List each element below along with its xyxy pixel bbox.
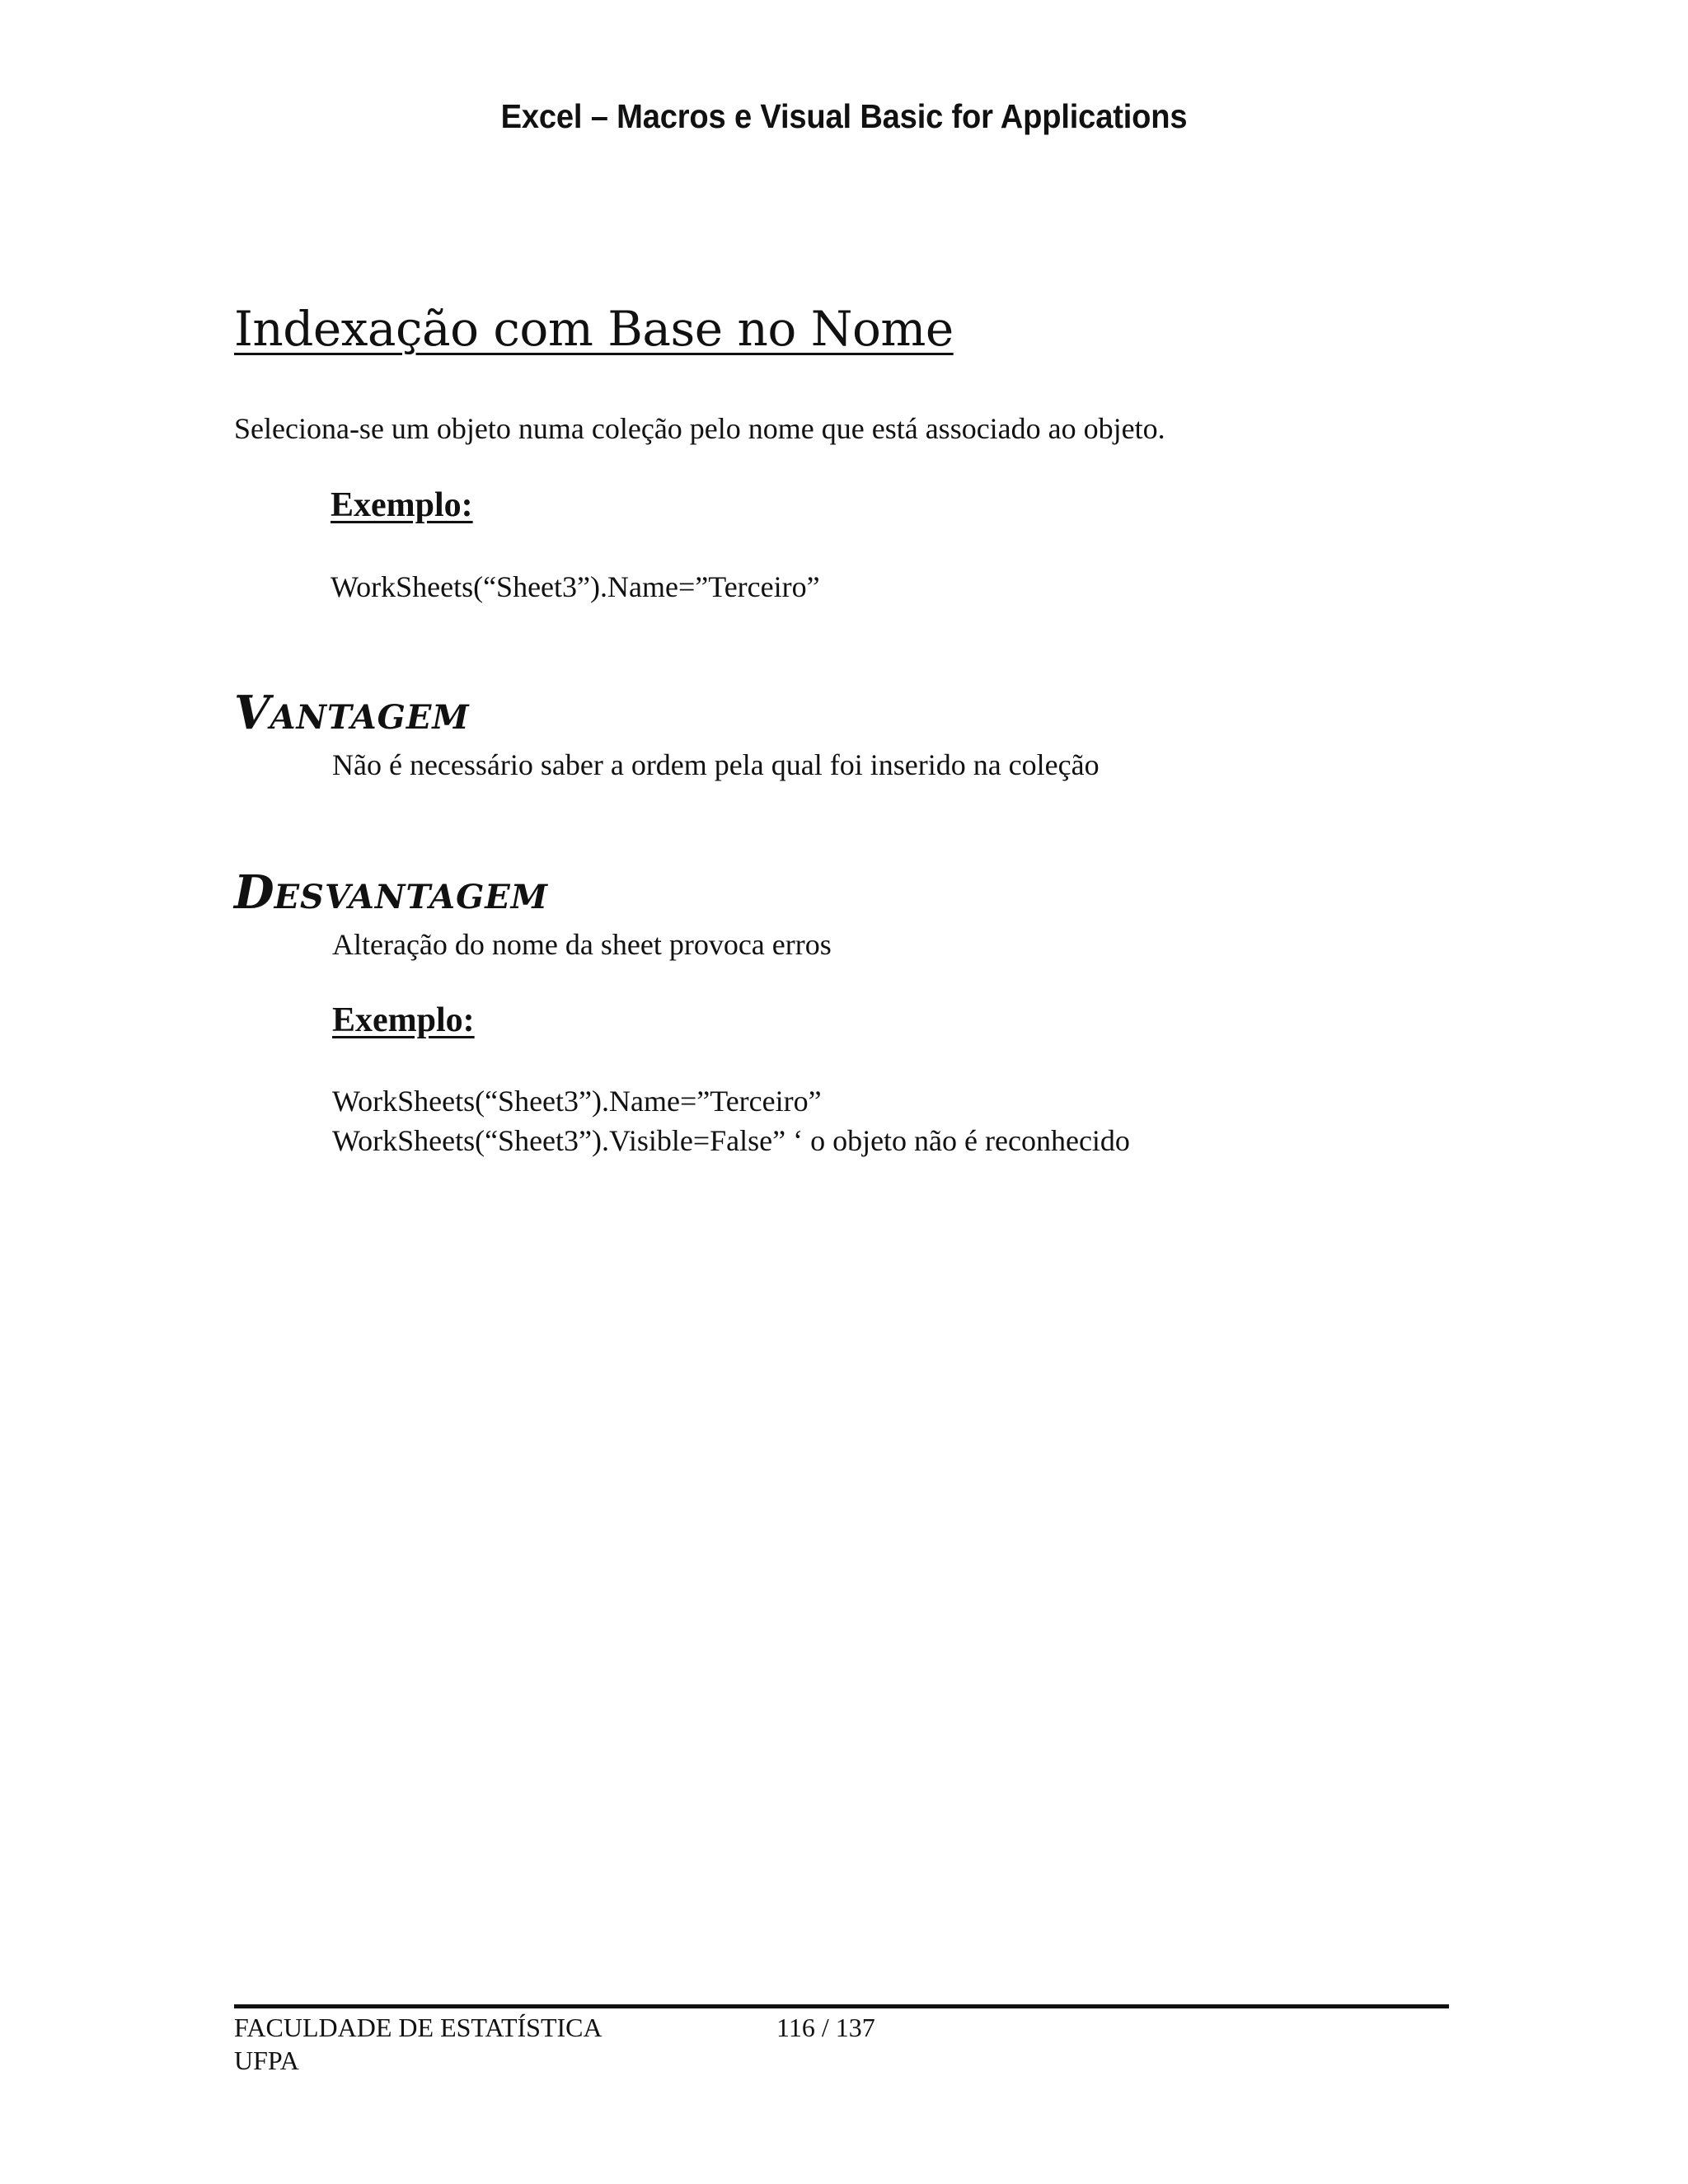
code-example-line: WorkSheets(“Sheet3”).Name=”Terceiro”	[332, 1085, 822, 1118]
footer-organization: FACULDADE DE ESTATÍSTICA	[234, 2013, 603, 2042]
intro-paragraph: Seleciona-se um objeto numa coleção pelo nome que está associado ao objeto.	[234, 412, 1165, 445]
example-label: Exemplo:	[331, 486, 473, 524]
footer-unit: UFPA	[234, 2046, 299, 2075]
code-example-line: WorkSheets(“Sheet3”).Visible=False” ‘ o objeto não é reconhecido	[332, 1124, 1130, 1157]
vantagem-description: Não é necessário saber a ordem pela qual foi inserido na coleção	[332, 748, 1100, 781]
vantagem-heading	[234, 686, 470, 740]
code-example-line: WorkSheets(“Sheet3”).Name=”Terceiro”	[331, 570, 820, 603]
page-number: 116 / 137	[776, 2013, 875, 2042]
running-header-title: Excel – Macros e Visual Basic for Applications	[500, 97, 1188, 135]
footer-divider	[234, 2004, 1449, 2008]
desvantagem-heading-rest: ESVANTAGEM	[274, 878, 549, 916]
desvantagem-description: Alteração do nome da sheet provoca erros	[332, 928, 832, 961]
code-example-block	[332, 1081, 1130, 1160]
example-label: Exemplo:	[332, 1001, 475, 1039]
desvantagem-heading	[234, 865, 548, 920]
vantagem-heading-rest: ANTAGEM	[270, 698, 470, 737]
vantagem-heading-initial: V	[234, 686, 270, 740]
desvantagem-heading-initial: D	[234, 865, 274, 920]
section-title: Indexação com Base no Nome	[234, 301, 954, 357]
